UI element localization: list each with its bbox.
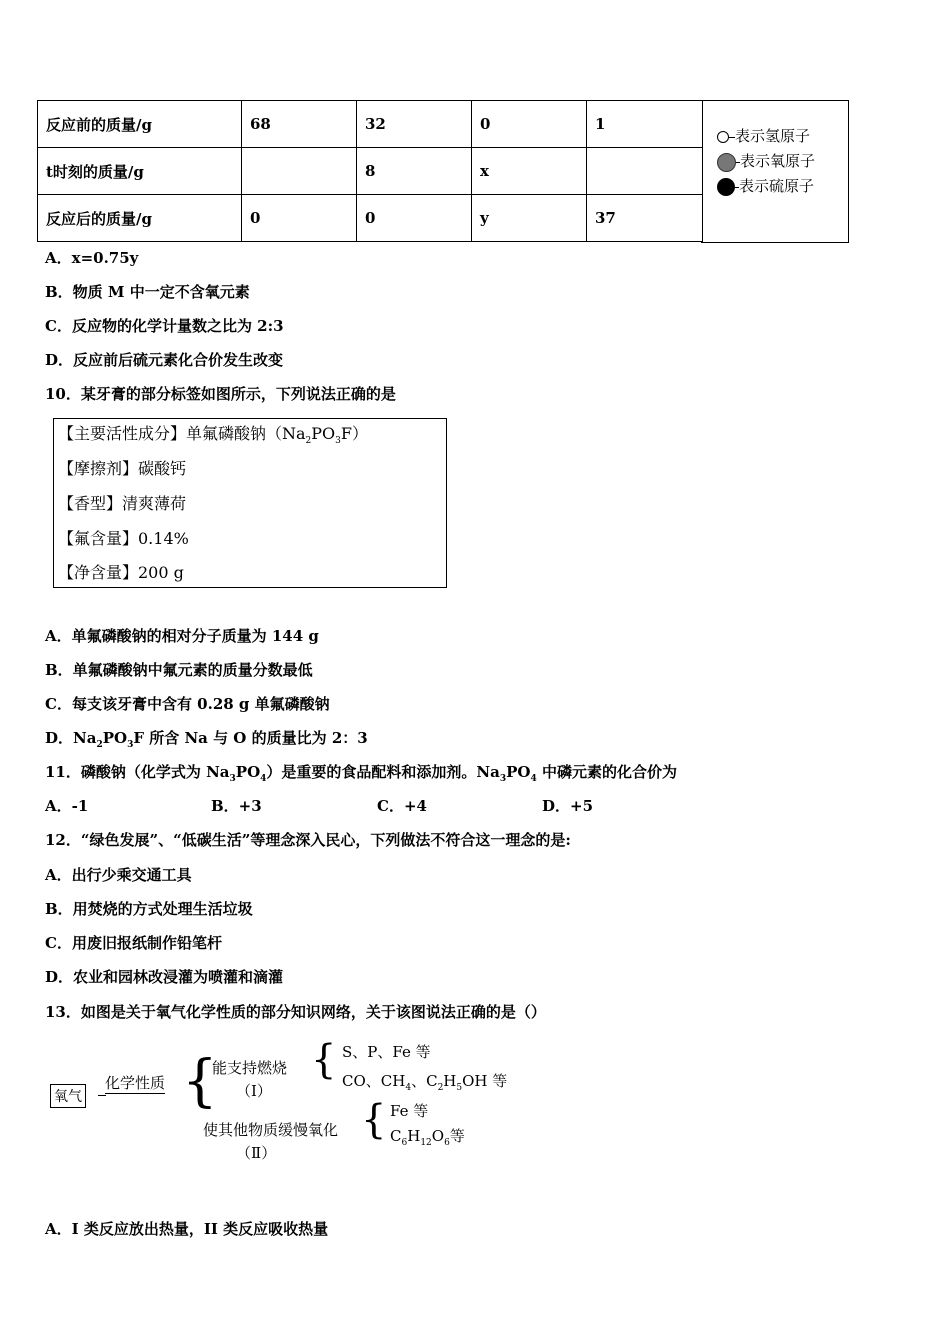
label-active-ingredient: 【主要活性成分】单氟磷酸钠$(Na_2PO_3F)$: [58, 424, 369, 447]
q11-option-b: B．+3: [211, 797, 262, 815]
q10-stem: 10．某牙膏的部分标签如图所示，下列说法正确的是: [45, 385, 396, 403]
q12-option-d: D．农业和园林改浸灌为喷灌和滴灌: [45, 968, 284, 986]
diagram-type1: 能支持燃烧: [212, 1059, 288, 1077]
diagram-type1-example2: CO、$CH_4$、$C_2H_5OH$ 等: [342, 1072, 508, 1093]
table-row: [38, 195, 703, 242]
q11-option-d: D．+5: [542, 797, 594, 815]
label-net-weight: 【净含量】200 g: [58, 563, 184, 582]
table-cell: 0: [472, 101, 587, 148]
row-label: 反应前的质量/g: [38, 101, 242, 148]
q12-option-c: C．用废旧报纸制作铅笔杆: [45, 934, 222, 952]
table-cell: 32: [357, 101, 472, 148]
brace-icon: {: [182, 1049, 218, 1114]
table-cell: x: [472, 148, 587, 195]
q12-option-b: B．用焚烧的方式处理生活垃圾: [45, 900, 253, 918]
table-row: [38, 148, 703, 195]
table-cell: [587, 148, 703, 195]
label-fluoride: 【氟含量】0.14%: [58, 529, 189, 548]
label-flavor: 【香型】清爽薄荷: [58, 494, 187, 513]
table-cell: 37: [587, 195, 703, 242]
diagram-root-oxygen: 氧气: [50, 1084, 86, 1108]
label-abrasive: 【摩擦剂】碳酸钙: [58, 459, 187, 478]
q13-stem: 13．如图是关于氧气化学性质的部分知识网络，关于该图说法正确的是（）: [45, 1003, 546, 1021]
legend-sulfur: 表示硫原子: [717, 175, 814, 196]
diagram-type2-tag: （Ⅱ）: [236, 1144, 277, 1162]
table-row: [38, 101, 703, 148]
table-cell: 0: [242, 195, 357, 242]
table-cell: 1: [587, 101, 703, 148]
diagram-chemical-property: 化学性质: [105, 1074, 166, 1092]
q9-option-c: C．反应物的化学计量数之比为 2:3: [45, 317, 284, 335]
brace-icon: {: [361, 1097, 387, 1143]
q9-option-d: D．反应前后硫元素化合价发生改变: [45, 351, 284, 369]
diagram-type2: 使其他物质缓慢氧化: [203, 1121, 339, 1139]
q10-option-c: C．每支该牙膏中含有 0.28 g 单氟磷酸钠: [45, 695, 330, 713]
table-cell: [242, 148, 357, 195]
q11-option-c: C．+4: [377, 797, 427, 815]
brace-icon: {: [311, 1037, 337, 1083]
hydrogen-atom-icon: [717, 131, 729, 143]
q11-option-a: A．-1: [45, 797, 89, 815]
q10-option-b: B．单氟磷酸钠中氟元素的质量分数最低: [45, 661, 313, 679]
diagram-type1-example1: S、P、Fe 等: [342, 1043, 431, 1061]
toothpaste-label: [53, 418, 447, 588]
q9-option-a: A．x=0.75y: [45, 249, 139, 267]
diagram-type2-example1: Fe 等: [390, 1102, 429, 1120]
legend-oxygen: 表示氧原子: [717, 150, 815, 172]
q10-option-d: D．$Na_2PO_3F$ 所含 Na 与 O 的质量比为 2：3: [45, 729, 368, 750]
table-cell: 8: [357, 148, 472, 195]
diagram-type2-example2: $C_6H_{12}O_6$等: [390, 1127, 465, 1148]
q12-stem: 12．“绿色发展”、“低碳生活”等理念深入民心，下列做法不符合这一理念的是:: [45, 831, 571, 849]
q9-option-b: B．物质 M 中一定不含氧元素: [45, 283, 250, 301]
q11-stem: 11．磷酸钠（化学式为 $Na_3PO_4$）是重要的食品配料和添加剂。$Na_3PO_4$ 中磷元素的化合价为: [45, 763, 677, 784]
row-label: t时刻的质量/g: [38, 148, 242, 195]
mass-table: [37, 100, 703, 242]
diagram-connector: [98, 1095, 106, 1096]
diagram-type1-tag: （Ⅰ）: [236, 1082, 272, 1100]
q10-option-a: A．单氟磷酸钠的相对分子质量为 144 g: [45, 627, 319, 645]
q13-option-a: A．I 类反应放出热量，II 类反应吸收热量: [45, 1220, 329, 1238]
table-cell: 68: [242, 101, 357, 148]
legend-hydrogen: 表示氢原子: [717, 125, 810, 146]
table-cell: 0: [357, 195, 472, 242]
oxygen-atom-icon: [717, 153, 736, 172]
q12-option-a: A．出行少乘交通工具: [45, 866, 192, 884]
table-cell: y: [472, 195, 587, 242]
row-label: 反应后的质量/g: [38, 195, 242, 242]
sulfur-atom-icon: [717, 178, 735, 196]
atom-legend: [701, 100, 849, 243]
